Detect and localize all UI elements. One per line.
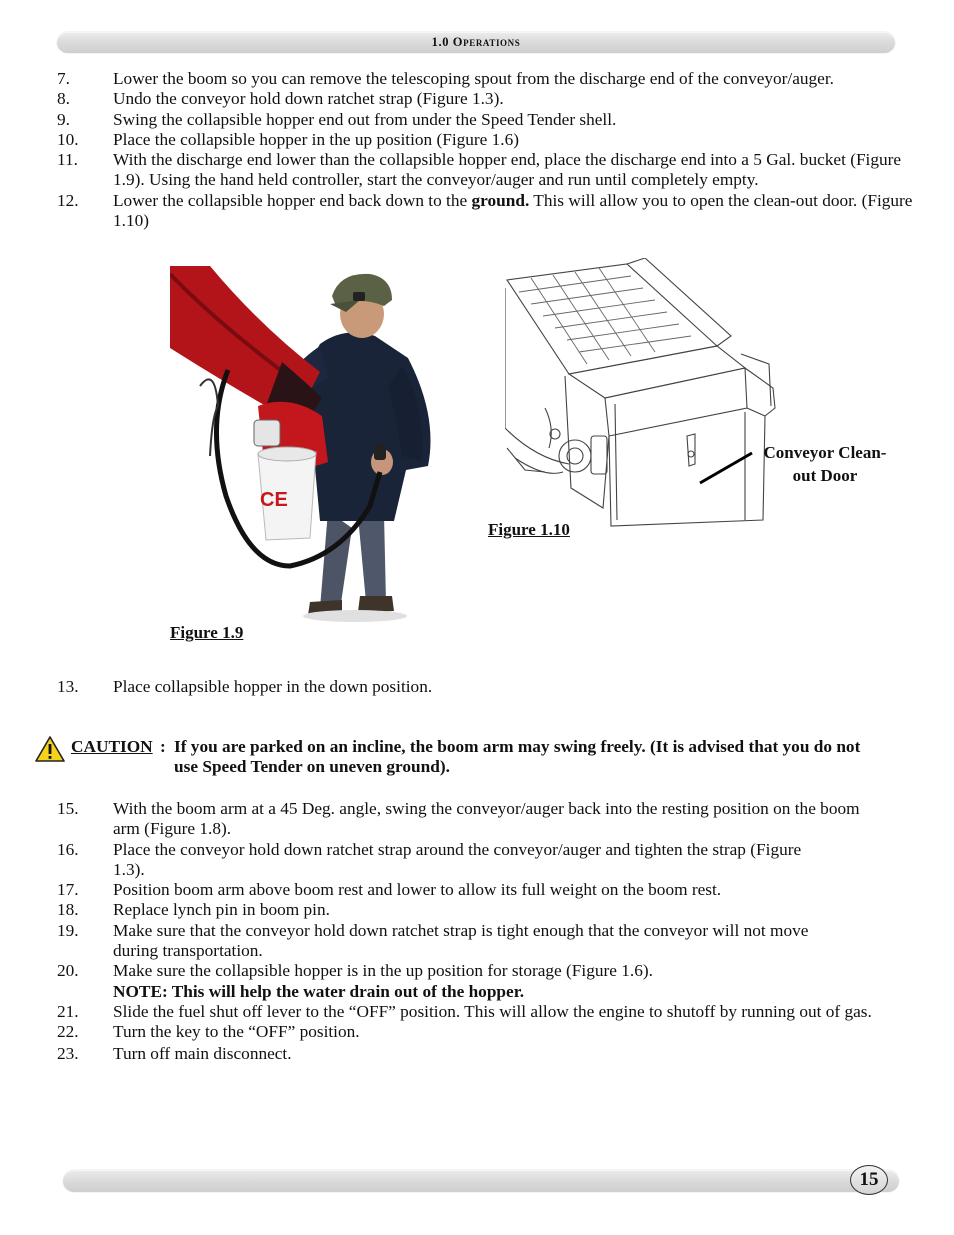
- list-item: [0, 900, 954, 920]
- list-item: [0, 1002, 954, 1022]
- caution-label: CAUTION: [71, 737, 153, 756]
- step-number: 20.: [57, 961, 79, 981]
- step-text-part: This will allow you to open the clean-out door. (Figure 1.10): [113, 190, 913, 231]
- figure-1-9-photo: [170, 266, 438, 626]
- caution-text: If you are parked on an incline, the boom arm may swing freely. (It is advised that you do not use Speed Tender on uneven ground).: [174, 737, 861, 777]
- list-item: [0, 89, 954, 109]
- list-item: [0, 1044, 954, 1064]
- step-text: Place the conveyor hold down ratchet strap around the conveyor/auger and tighten the strap (Figure 1.3).: [113, 839, 802, 879]
- step-text: Make sure the collapsible hopper is in the up position for storage (Figure 1.6).: [113, 961, 653, 981]
- step-text: Position boom arm above boom rest and lower to allow its full weight on the boom rest.: [113, 880, 722, 900]
- list-item: [0, 677, 954, 697]
- list-item: [0, 191, 954, 232]
- list-item: [0, 69, 954, 89]
- caution-colon: :: [160, 737, 166, 756]
- step-text: Place the collapsible hopper in the up position (Figure 1.6): [113, 129, 520, 149]
- step-number: 19.: [57, 920, 79, 940]
- step-number: 12.: [57, 190, 79, 210]
- step-number: 7.: [57, 69, 70, 88]
- list-item: [0, 961, 954, 1002]
- step-text: Slide the fuel shut off lever to the “OFF” position. This will allow the engine to shutoff by running out of gas.: [113, 1001, 872, 1021]
- step-number: 22.: [57, 1022, 79, 1042]
- list-item: [0, 880, 954, 900]
- step-number: 11.: [57, 150, 78, 170]
- step-text: Make sure that the conveyor hold down ratchet strap is tight enough that the conveyor will not move during transportation.: [113, 920, 809, 961]
- step-number: 16.: [57, 839, 79, 859]
- list-item: [0, 1022, 954, 1042]
- warning-icon: [35, 736, 65, 762]
- step-number: 17.: [57, 880, 79, 900]
- figure-1-10-callout: Conveyor Clean-out Door: [763, 443, 887, 485]
- list-item: [0, 840, 954, 881]
- step-text: With the boom arm at a 45 Deg. angle, swing the conveyor/auger back into the resting position on the boom arm (Figure 1.8).: [113, 799, 860, 839]
- step-text: Replace lynch pin in boom pin.: [113, 900, 330, 920]
- step-text-bold: ground.: [471, 190, 530, 210]
- step-number: 21.: [57, 1001, 79, 1021]
- step-note: NOTE: This will help the water drain out of the hopper.: [113, 981, 525, 1001]
- step-text: Undo the conveyor hold down ratchet strap (Figure 1.3).: [113, 89, 504, 109]
- step-text: Turn the key to the “OFF” position.: [113, 1022, 360, 1042]
- callout-line: [698, 450, 756, 486]
- step-text: Lower the boom so you can remove the telescoping spout from the discharge end of the conveyor/auger.: [113, 69, 834, 88]
- step-number: 10.: [57, 129, 79, 149]
- step-text: Turn off main disconnect.: [113, 1043, 292, 1063]
- list-item: [0, 799, 954, 840]
- bucket-label: CE: [260, 489, 288, 511]
- steps-bottom-list: [0, 799, 954, 1064]
- figure-1-10-drawing: [505, 258, 785, 528]
- step-text: With the discharge end lower than the collapsible hopper end, place the discharge end into a 5 Gal. bucket (Figure 1.9). Using the hand held controller, start the conveyor/auger and run until completely empty.: [113, 150, 902, 190]
- step-number: 23.: [57, 1043, 79, 1063]
- section-title: 1.0 Operations: [431, 35, 521, 49]
- page-number: 15: [850, 1165, 888, 1195]
- steps-top-list: [0, 69, 954, 231]
- list-item: [0, 150, 954, 191]
- header-bar: [57, 32, 895, 53]
- step-number: 13.: [57, 677, 79, 696]
- step-text: [113, 191, 916, 232]
- step-number: 9.: [57, 109, 70, 129]
- step-text: Place collapsible hopper in the down position.: [113, 677, 433, 696]
- list-item: [0, 921, 954, 962]
- step-number: 8.: [57, 89, 70, 109]
- step-text-part: Lower the collapsible hopper end back down to the: [113, 190, 472, 210]
- list-item: [0, 110, 954, 130]
- step-text: Swing the collapsible hopper end out from under the Speed Tender shell.: [113, 109, 617, 129]
- figure-1-9-caption: Figure 1.9: [170, 623, 244, 642]
- step-number: 15.: [57, 799, 79, 818]
- step-13-list: [0, 677, 954, 697]
- footer-bar: [63, 1170, 899, 1192]
- figure-1-10-caption: Figure 1.10: [488, 520, 570, 539]
- list-item: [0, 130, 954, 150]
- step-number: 18.: [57, 900, 79, 920]
